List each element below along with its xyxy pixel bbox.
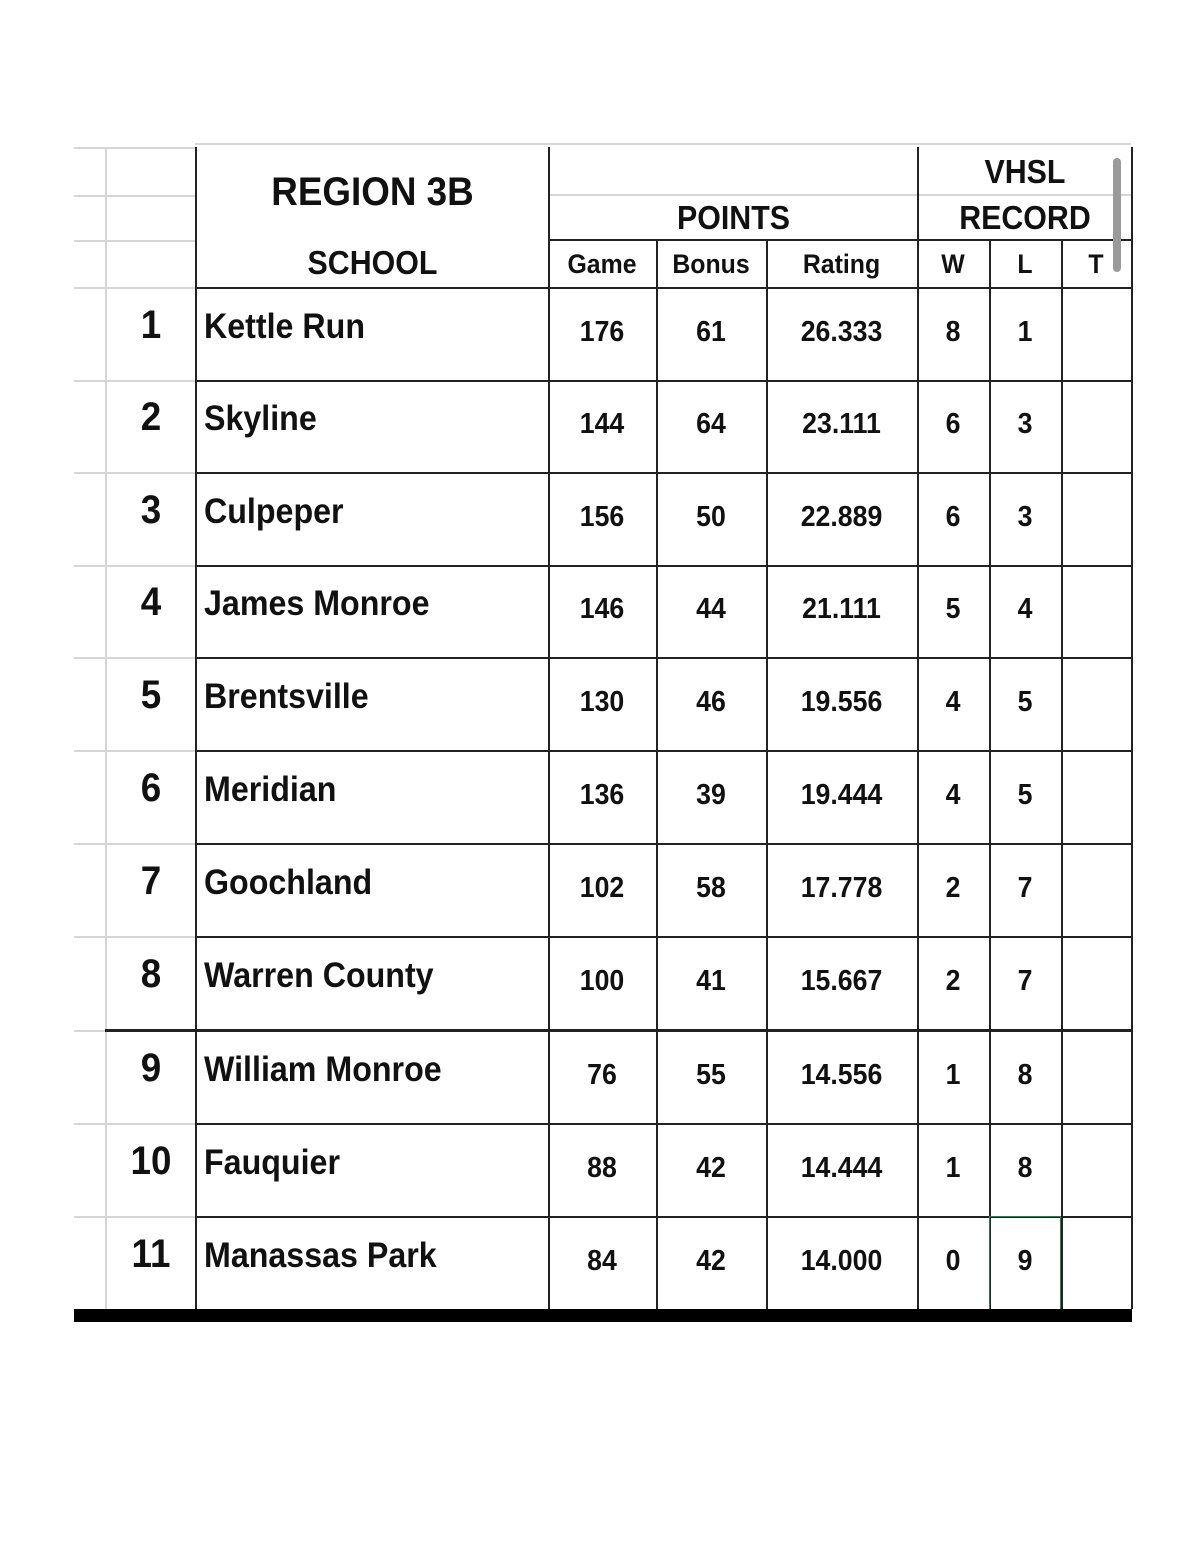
cell-w[interactable]: 4 — [945, 778, 961, 811]
cell-l[interactable]: 7 — [1017, 965, 1033, 997]
gridline — [74, 287, 195, 289]
bottom-border — [74, 1309, 1132, 1322]
column-border — [1061, 240, 1063, 1309]
cell-game[interactable]: 88 — [587, 1151, 617, 1184]
school-name: Brentsville — [204, 676, 369, 716]
column-header-game: Game — [567, 249, 637, 279]
gridline — [74, 936, 195, 938]
cell-w[interactable]: 8 — [945, 315, 961, 348]
cell-l[interactable]: 4 — [1017, 593, 1033, 625]
points-header: POINTS — [676, 199, 791, 236]
school-name: Culpeper — [204, 491, 344, 531]
cell-l[interactable]: 5 — [1017, 685, 1033, 718]
row-border — [548, 239, 1133, 241]
cell-bonus[interactable]: 46 — [696, 685, 726, 718]
cell-rating[interactable]: 19.444 — [800, 778, 883, 811]
column-header-rating: Rating — [802, 249, 881, 279]
cell-w[interactable]: 5 — [945, 593, 961, 625]
cell-bonus[interactable]: 44 — [696, 593, 726, 625]
cell-w[interactable]: 4 — [945, 685, 961, 718]
row-border — [195, 936, 1133, 938]
cell-bonus[interactable]: 64 — [696, 408, 726, 440]
cell-l[interactable]: 5 — [1017, 778, 1033, 811]
row-border — [195, 1123, 1133, 1125]
cell-game[interactable]: 136 — [579, 778, 625, 811]
vertical-scrollbar[interactable] — [1113, 158, 1121, 272]
gridline — [74, 240, 195, 242]
school-name: Kettle Run — [204, 306, 365, 346]
column-border — [656, 240, 658, 1309]
cell-game[interactable]: 146 — [579, 593, 625, 625]
cell-l[interactable]: 3 — [1017, 408, 1033, 440]
row-rank: 4 — [140, 580, 162, 624]
gridline — [74, 147, 195, 149]
row-rank: 5 — [140, 672, 162, 717]
column-border — [766, 240, 768, 1309]
record-header: RECORD — [959, 199, 1091, 236]
cell-rating[interactable]: 17.778 — [800, 871, 883, 904]
cell-bonus[interactable]: 42 — [696, 1151, 726, 1184]
cell-game[interactable]: 102 — [579, 871, 625, 904]
gridline — [74, 380, 195, 382]
cell-game[interactable]: 130 — [579, 685, 625, 718]
column-header-t: T — [1088, 249, 1104, 279]
cell-bonus[interactable]: 61 — [696, 315, 726, 348]
row-rank: 3 — [140, 487, 162, 532]
school-name: Meridian — [204, 769, 337, 809]
gridline — [74, 843, 195, 845]
cell-bonus[interactable]: 41 — [696, 965, 726, 997]
region-title: REGION 3B — [271, 170, 474, 214]
cell-bonus[interactable]: 55 — [696, 1058, 726, 1091]
school-name: Warren County — [204, 956, 434, 995]
row-rank: 11 — [131, 1231, 171, 1276]
cell-rating[interactable]: 26.333 — [800, 315, 883, 348]
gridline — [105, 147, 107, 1309]
school-name: Goochland — [204, 862, 373, 902]
cell-bonus[interactable]: 50 — [696, 500, 726, 533]
gridline — [74, 1216, 195, 1218]
column-border — [1131, 147, 1133, 1309]
cell-game[interactable]: 76 — [587, 1058, 617, 1091]
row-rank: 2 — [140, 395, 162, 439]
cell-l[interactable]: 8 — [1017, 1058, 1033, 1091]
cell-rating[interactable]: 22.889 — [800, 500, 883, 533]
gridline — [74, 750, 195, 752]
cell-game[interactable]: 144 — [579, 408, 625, 440]
row-border — [195, 287, 1133, 289]
row-rank: 7 — [140, 858, 162, 903]
gridline — [74, 1123, 195, 1125]
cell-l[interactable]: 3 — [1017, 500, 1033, 533]
column-border — [548, 147, 550, 1309]
cell-bonus[interactable]: 58 — [696, 871, 726, 904]
cell-rating[interactable]: 23.111 — [802, 408, 881, 440]
cell-w[interactable]: 2 — [945, 965, 961, 997]
row-rank: 9 — [140, 1045, 162, 1090]
cell-l[interactable]: 8 — [1017, 1151, 1033, 1184]
school-name: William Monroe — [204, 1049, 442, 1089]
column-header-w: W — [941, 249, 965, 279]
row-border — [195, 380, 1133, 382]
gridline — [548, 194, 1131, 196]
cell-game[interactable]: 84 — [587, 1244, 617, 1277]
school-header: SCHOOL — [307, 244, 438, 281]
cell-bonus[interactable]: 42 — [696, 1244, 726, 1277]
gridline — [195, 143, 1131, 145]
column-header-bonus: Bonus — [672, 249, 750, 279]
cell-l[interactable]: 9 — [1017, 1244, 1033, 1277]
cell-rating[interactable]: 14.000 — [800, 1244, 883, 1277]
cell-rating[interactable]: 14.556 — [800, 1058, 883, 1091]
cell-game[interactable]: 100 — [579, 965, 625, 997]
row-border — [195, 750, 1133, 752]
row-border — [195, 472, 1133, 474]
school-name: Fauquier — [204, 1142, 340, 1182]
cell-l[interactable]: 7 — [1017, 871, 1033, 904]
vhsl-header: VHSL — [984, 153, 1066, 190]
gridline — [74, 195, 195, 197]
cell-bonus[interactable]: 39 — [696, 778, 726, 811]
column-border — [195, 147, 197, 1309]
row-rank: 8 — [140, 952, 162, 996]
column-border — [989, 240, 991, 1309]
cell-rating[interactable]: 19.556 — [800, 685, 883, 718]
row-rank: 6 — [140, 765, 162, 810]
cell-w[interactable]: 1 — [945, 1151, 961, 1184]
cell-game[interactable]: 156 — [579, 500, 625, 533]
cell-rating[interactable]: 15.667 — [800, 965, 883, 997]
gridline — [74, 565, 195, 567]
row-border — [195, 565, 1133, 567]
cell-game[interactable]: 176 — [579, 315, 625, 348]
row-rank: 10 — [130, 1138, 172, 1183]
gridline — [74, 472, 195, 474]
school-name: Skyline — [204, 399, 317, 438]
group-divider — [105, 1029, 1133, 1032]
cell-w[interactable]: 6 — [945, 500, 961, 533]
cell-w[interactable]: 2 — [945, 871, 961, 904]
cell-w[interactable]: 1 — [945, 1058, 961, 1091]
gridline — [74, 657, 195, 659]
cell-rating[interactable]: 21.111 — [802, 593, 881, 625]
row-border — [195, 657, 1133, 659]
column-header-l: L — [1017, 249, 1033, 279]
cell-w[interactable]: 0 — [945, 1244, 961, 1277]
school-name: Manassas Park — [204, 1235, 437, 1275]
row-border — [195, 843, 1133, 845]
cell-l[interactable]: 1 — [1017, 315, 1033, 348]
column-border — [917, 147, 919, 1309]
row-rank: 1 — [140, 302, 162, 347]
cell-w[interactable]: 6 — [945, 408, 961, 440]
cell-rating[interactable]: 14.444 — [800, 1151, 883, 1184]
school-name: James Monroe — [204, 584, 430, 623]
selected-cell[interactable] — [989, 1216, 1061, 1320]
